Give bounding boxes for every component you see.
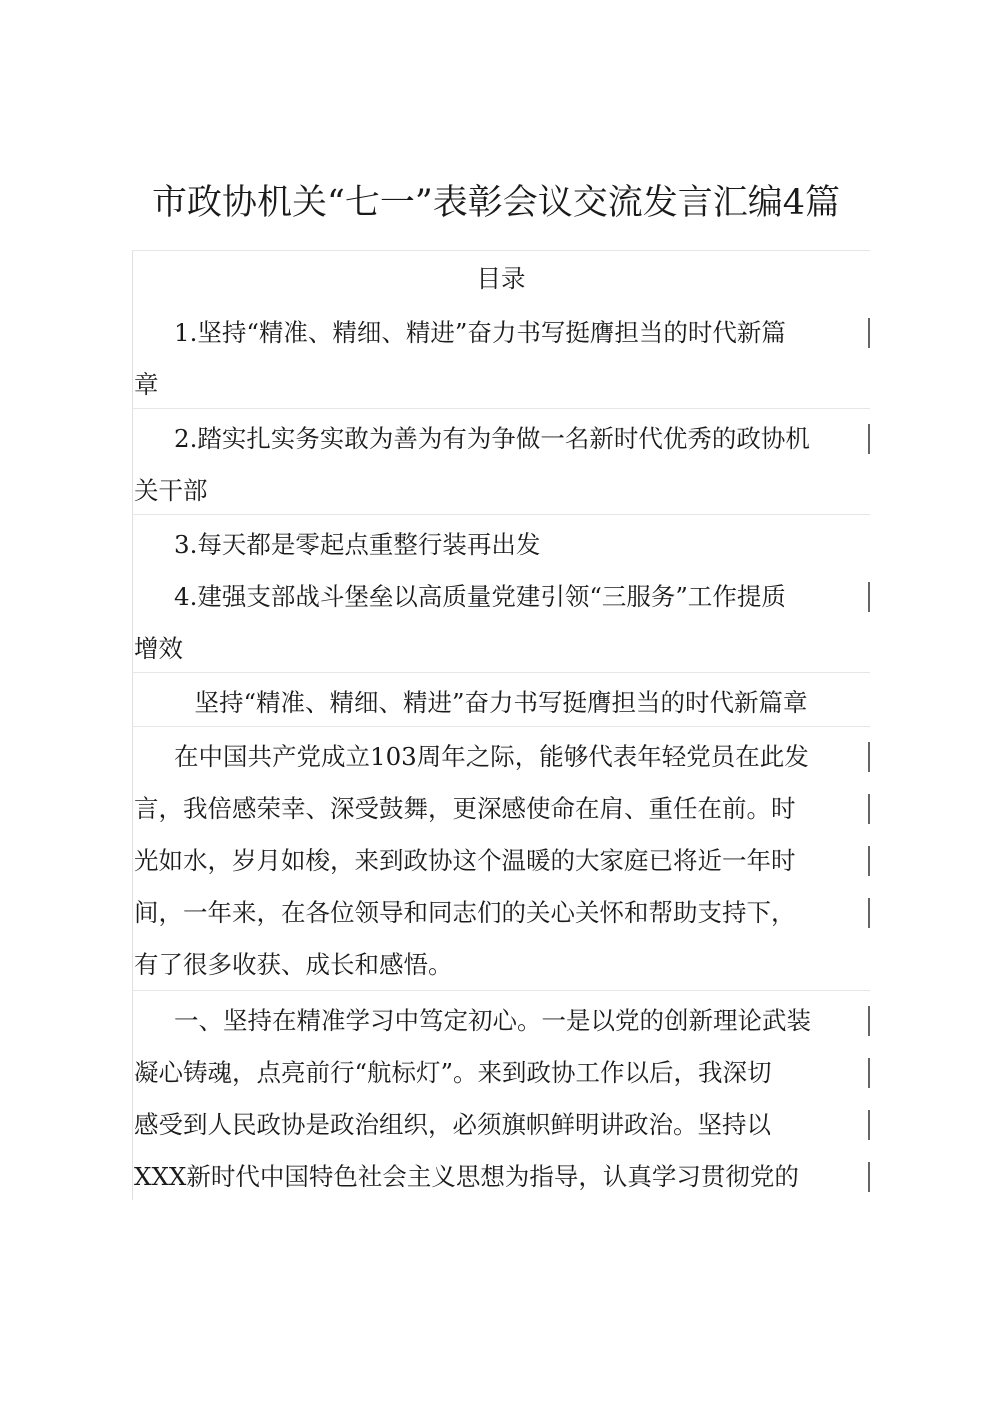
toc-item-1-continued: 章 — [134, 370, 159, 399]
edge-mark — [868, 1162, 870, 1192]
paragraph-line: 感受到人民政协是政治组织，必须旗帜鲜明讲政治。坚持以 — [134, 1110, 771, 1139]
paragraph-line: 一、坚持在精准学习中笃定初心。一是以党的创新理论武装 — [174, 1006, 811, 1035]
edge-mark — [868, 794, 870, 824]
paragraph-line: 在中国共产党成立103周年之际，能够代表年轻党员在此发 — [174, 742, 809, 771]
paragraph-line: 凝心铸魂，点亮前行“航标灯”。来到政协工作以后，我深切 — [134, 1058, 772, 1087]
paragraph-line: 言，我倍感荣幸、深受鼓舞，更深感使命在肩、重任在前。时 — [134, 794, 796, 823]
toc-item-4-continued: 增效 — [134, 634, 183, 663]
edge-mark — [868, 898, 870, 928]
edge-mark — [868, 846, 870, 876]
edge-mark — [868, 424, 870, 454]
toc-item-2: 2.踏实扎实务实敢为善为有为争做一名新时代优秀的政协机 — [174, 424, 810, 453]
table-rule — [132, 250, 870, 251]
article-heading: 坚持“精准、精细、精进”奋力书写挺膺担当的时代新篇章 — [194, 688, 808, 717]
table-rule — [132, 990, 870, 991]
toc-item-4: 4.建强支部战斗堡垒以高质量党建引领“三服务”工作提质 — [174, 582, 786, 611]
paragraph-line: XXX新时代中国特色社会主义思想为指导，认真学习贯彻党的 — [134, 1162, 799, 1191]
toc-item-3: 3.每天都是零起点重整行装再出发 — [174, 530, 541, 559]
edge-mark — [868, 1058, 870, 1088]
toc-heading: 目录 — [476, 264, 526, 293]
toc-item-2-continued: 关干部 — [134, 476, 208, 505]
edge-mark — [868, 318, 870, 348]
table-rule — [132, 514, 870, 515]
edge-mark — [868, 1110, 870, 1140]
edge-mark — [868, 1006, 870, 1036]
paragraph-line: 有了很多收获、成长和感悟。 — [134, 950, 453, 979]
table-rule — [132, 726, 870, 727]
edge-mark — [868, 742, 870, 772]
paragraph-line: 光如水，岁月如梭，来到政协这个温暖的大家庭已将近一年时 — [134, 846, 796, 875]
table-rule — [132, 672, 870, 673]
table-rule — [132, 408, 870, 409]
document-title: 市政协机关“七一”表彰会议交流发言汇编4篇 — [151, 183, 841, 223]
edge-mark — [868, 582, 870, 612]
paragraph-line: 间，一年来，在各位领导和同志们的关心关怀和帮助支持下， — [134, 898, 796, 927]
toc-item-1: 1.坚持“精准、精细、精进”奋力书写挺膺担当的时代新篇 — [174, 318, 786, 347]
